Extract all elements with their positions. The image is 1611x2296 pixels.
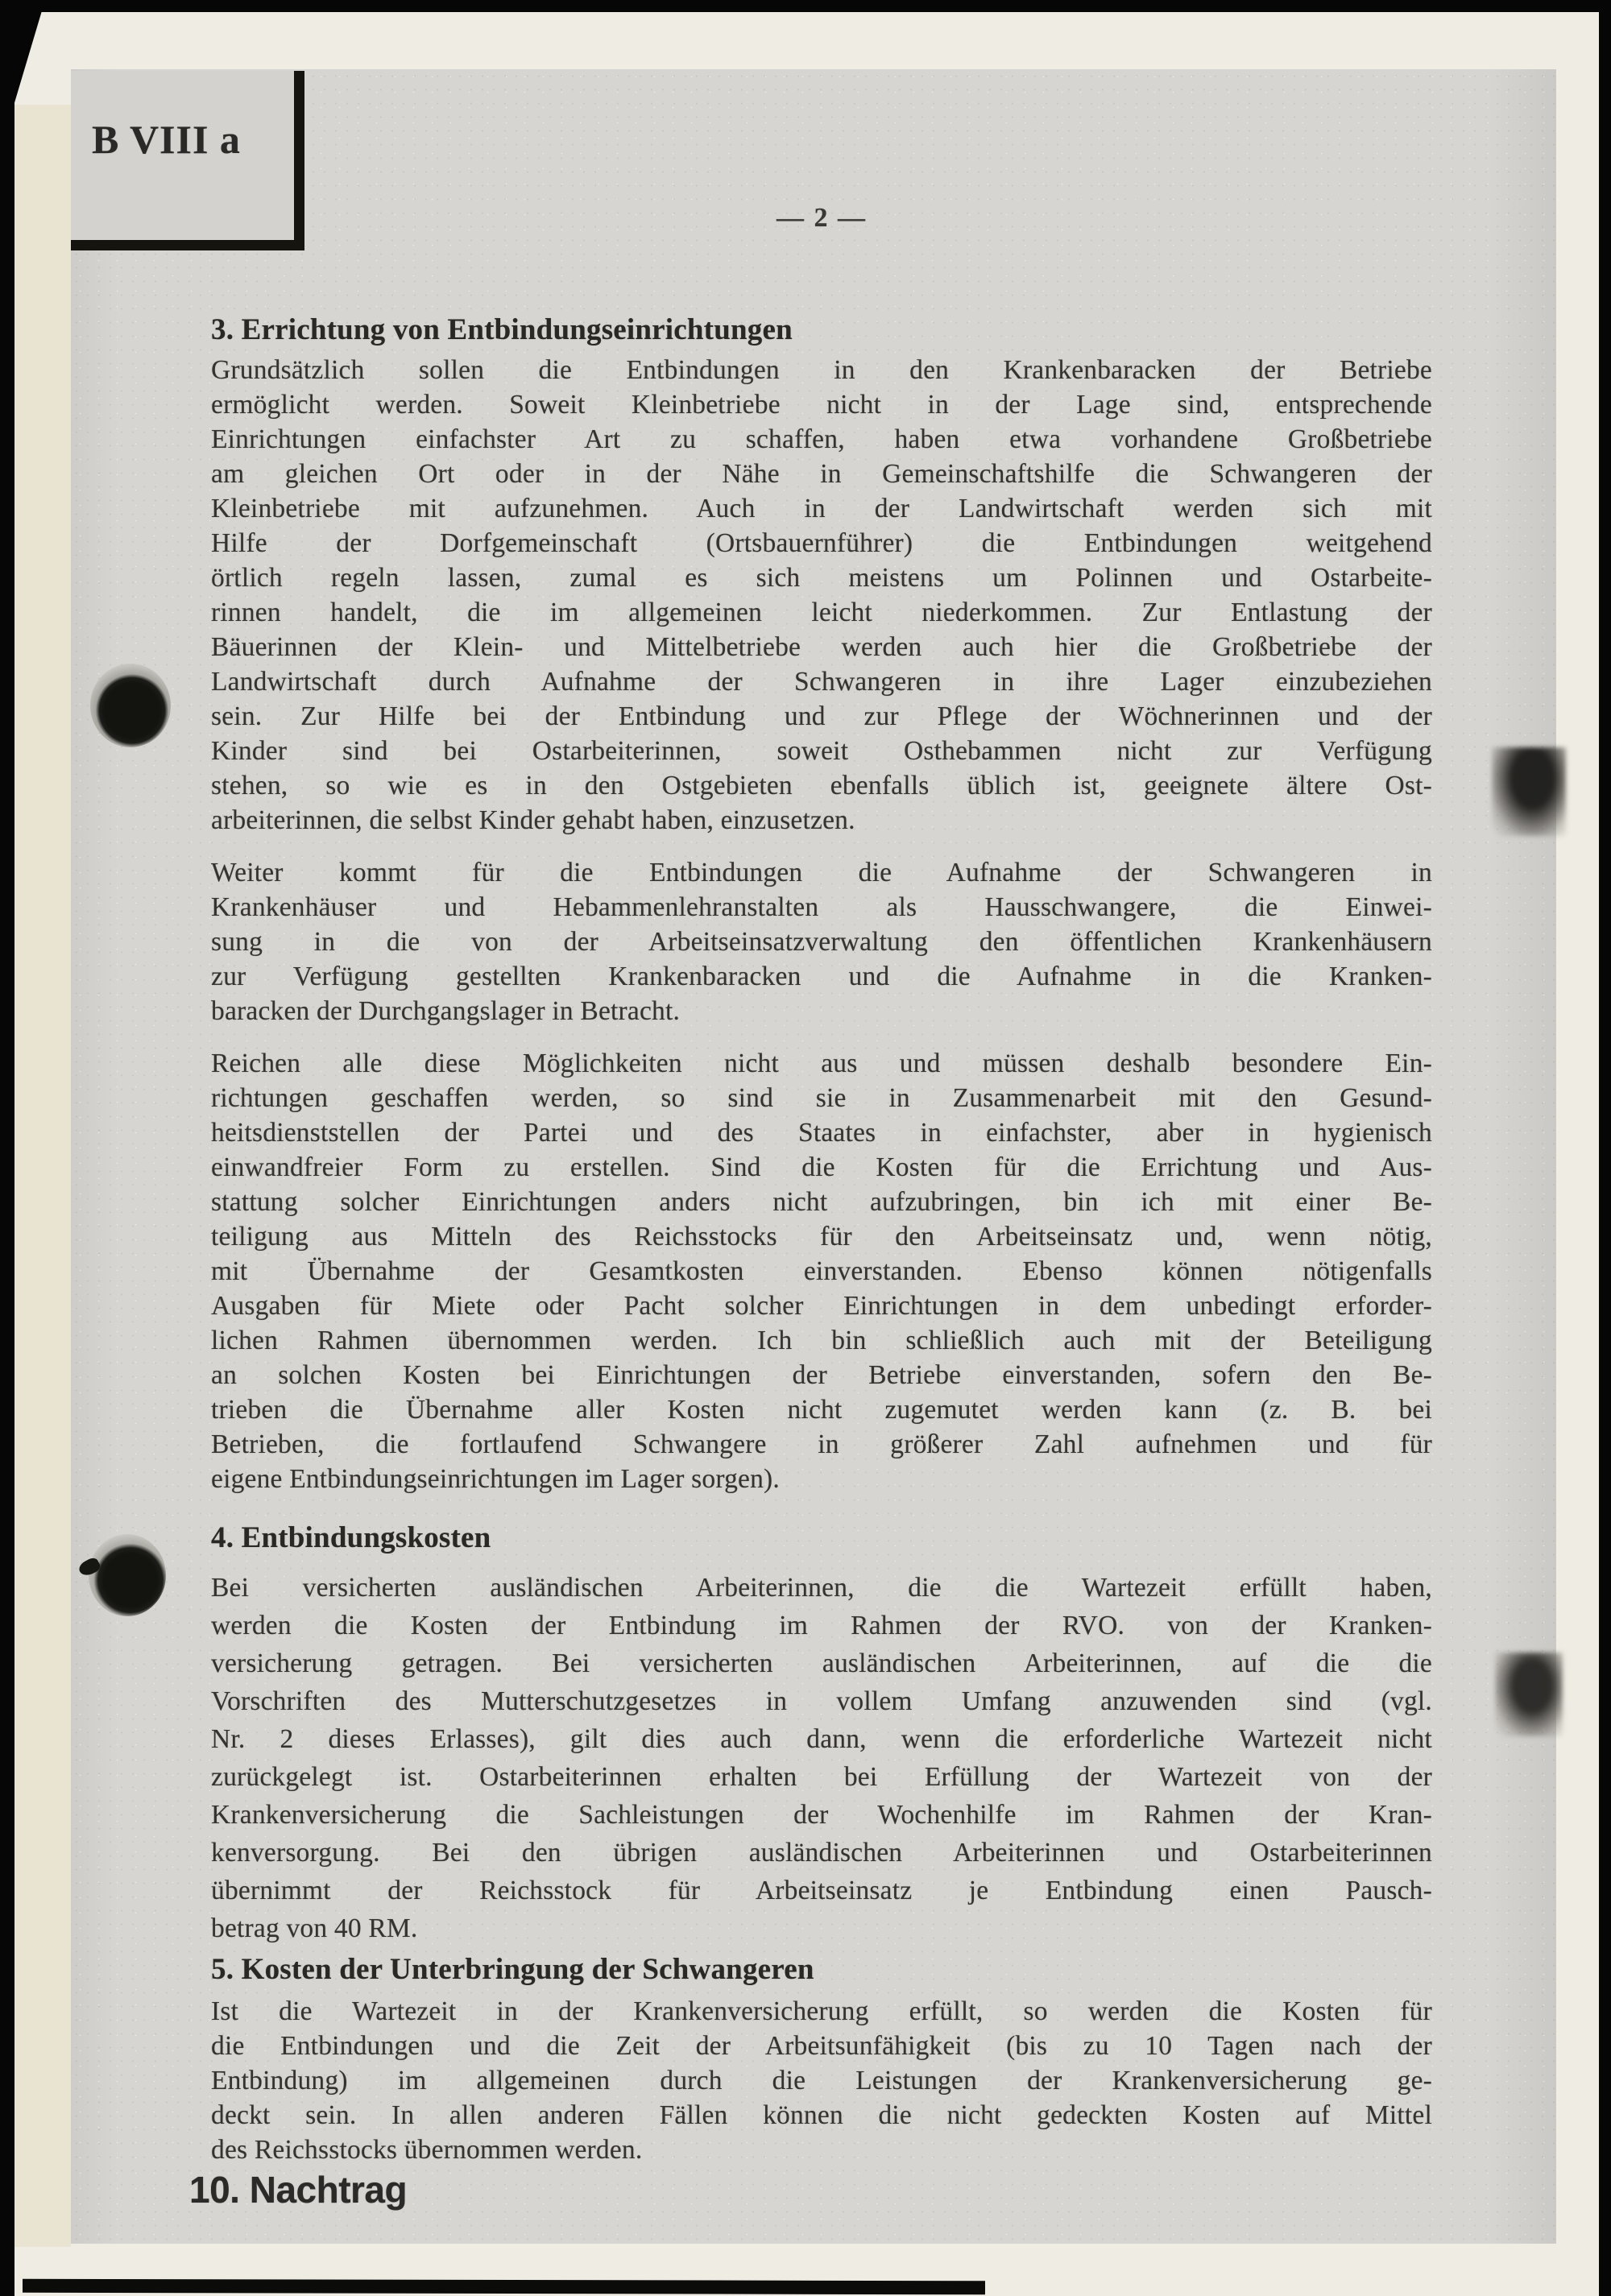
text-line: die Entbindungen und die Zeit der Arbeitsunfähigkeit (bis zu 10 Tagen nach der (211, 2031, 1432, 2061)
text-line: ermöglicht werden. Soweit Kleinbetriebe nicht in der Lage sind, entsprechende (211, 390, 1432, 420)
section-heading: 5. Kosten der Unterbringung der Schwangeren (211, 1953, 814, 1986)
ink-smudge-lower-right (1495, 1653, 1563, 1736)
text-line: örtlich regeln lassen, zumal es sich meistens um Polinnen und Ostarbeite- (211, 563, 1432, 593)
paragraph (211, 1569, 1432, 1947)
text-line: rinnen handelt, die im allgemeinen leicht niederkommen. Zur Entlastung der (211, 598, 1432, 627)
text-line: des Reichsstocks übernommen werden. (211, 2135, 643, 2165)
text-line: trieben die Übernahme aller Kosten nicht zugemutet werden kann (z. B. bei (211, 1395, 1432, 1425)
text-line: sein. Zur Hilfe bei der Entbindung und zur Pflege der Wöchnerinnen und der (211, 701, 1432, 731)
text-line: sung in die von der Arbeitseinsatzverwaltung den öffentlichen Krankenhäusern (211, 927, 1432, 957)
text-line: am gleichen Ort oder in der Nähe in Gemeinschaftshilfe die Schwangeren der (211, 459, 1432, 489)
text-line: arbeiterinnen, die selbst Kinder gehabt haben, einzusetzen. (211, 805, 855, 835)
text-line: Bäuerinnen der Klein- und Mittelbetriebe werden auch hier die Großbetriebe der (211, 632, 1432, 662)
text-line: Krankenversicherung die Sachleistungen der Wochenhilfe im Rahmen der Kran- (211, 1800, 1432, 1830)
text-line: Landwirtschaft durch Aufnahme der Schwangeren in ihre Lager einzubeziehen (211, 667, 1432, 697)
text-line: Weiter kommt für die Entbindungen die Aufnahme der Schwangeren in (211, 858, 1432, 887)
section-heading: 4. Entbindungskosten (211, 1521, 491, 1554)
hole-punch-lower (89, 1534, 166, 1616)
text-line: zurückgelegt ist. Ostarbeiterinnen erhalten bei Erfüllung der Wartezeit von der (211, 1762, 1432, 1792)
text-line: lichen Rahmen übernommen werden. Ich bin schließlich auch mit der Beteiligung (211, 1326, 1432, 1355)
text-line: Bei versicherten ausländischen Arbeiterinnen, die die Wartezeit erfüllt haben, (211, 1573, 1432, 1603)
text-line: zur Verfügung gestellten Krankenbaracken und die Aufnahme in die Kranken- (211, 962, 1432, 991)
nachtrag-heading: 10. Nachtrag (189, 2169, 408, 2211)
ink-smudge-upper-right (1492, 747, 1566, 836)
paragraph (211, 1994, 1432, 2167)
page-left-edge (14, 105, 71, 2247)
document-section (211, 1520, 1432, 1947)
text-line: Vorschriften des Mutterschutzgesetzes in vollem Umfang anzuwenden sind (vgl. (211, 1686, 1432, 1716)
text-line: Krankenhäuser und Hebammenlehranstalten als Hausschwangere, die Einwei- (211, 892, 1432, 922)
text-line: eigene Entbindungseinrichtungen im Lager sorgen). (211, 1464, 780, 1494)
text-line: Grundsätzlich sollen die Entbindungen in den Krankenbaracken der Betriebe (211, 355, 1432, 385)
text-line: Hilfe der Dorfgemeinschaft (Ortsbauernführer) die Entbindungen weitgehend (211, 528, 1432, 558)
text-line: Ausgaben für Miete oder Pacht solcher Einrichtungen in dem unbedingt erforder- (211, 1291, 1432, 1321)
text-line: stattung solcher Einrichtungen anders nicht aufzubringen, bin ich mit einer Be- (211, 1187, 1432, 1217)
document-text-column (211, 312, 1432, 2167)
text-line: Reichen alle diese Möglichkeiten nicht aus und müssen deshalb besondere Ein- (211, 1049, 1432, 1078)
classification-label: B VIII a (92, 117, 241, 162)
paragraph (211, 855, 1432, 1028)
document-sections (211, 312, 1432, 2167)
text-line: übernimmt der Reichsstock für Arbeitseinsatz je Entbindung einen Pausch- (211, 1876, 1432, 1905)
document-section (211, 1952, 1432, 2167)
hole-punch-upper (90, 664, 171, 747)
text-line: teiligung aus Mitteln des Reichsstocks für den Arbeitseinsatz und, wenn nötig, (211, 1222, 1432, 1251)
paragraph (211, 1046, 1432, 1496)
text-line: kenversorgung. Bei den übrigen ausländischen Arbeiterinnen und Ostarbeiterinnen (211, 1838, 1432, 1868)
text-line: Betrieben, die fortlaufend Schwangere in größerer Zahl aufnehmen und für (211, 1429, 1432, 1459)
text-line: mit Übernahme der Gesamtkosten einverstanden. Ebenso können nötigenfalls (211, 1256, 1432, 1286)
text-line: einwandfreier Form zu erstellen. Sind die Kosten für die Errichtung und Aus- (211, 1152, 1432, 1182)
paragraph (211, 353, 1432, 838)
text-line: Kinder sind bei Ostarbeiterinnen, soweit Osthebammen nicht zur Verfügung (211, 736, 1432, 766)
document-section (211, 312, 1432, 1496)
text-line: Entbindung) im allgemeinen durch die Leistungen der Krankenversicherung ge- (211, 2066, 1432, 2095)
page-number: — 2 — (777, 203, 867, 233)
text-line: versicherung getragen. Bei versicherten ausländischen Arbeiterinnen, auf die die (211, 1649, 1432, 1678)
text-line: heitsdienststellen der Partei und des Staates in einfachster, aber in hygienisch (211, 1118, 1432, 1148)
text-line: Ist die Wartezeit in der Krankenversicherung erfüllt, so werden die Kosten für (211, 1996, 1432, 2026)
text-line: Kleinbetriebe mit aufzunehmen. Auch in der Landwirtschaft werden sich mit (211, 494, 1432, 523)
section-heading: 3. Errichtung von Entbindungseinrichtungen (211, 313, 793, 346)
text-line: betrag von 40 RM. (211, 1913, 418, 1943)
text-line: an solchen Kosten bei Einrichtungen der Betriebe einverstanden, sofern den Be- (211, 1360, 1432, 1390)
text-line: richtungen geschaffen werden, so sind sie in Zusammenarbeit mit den Gesund- (211, 1083, 1432, 1113)
text-line: werden die Kosten der Entbindung im Rahmen der RVO. von der Kranken- (211, 1611, 1432, 1640)
text-line: Einrichtungen einfachster Art zu schaffen, haben etwa vorhandene Großbetriebe (211, 424, 1432, 454)
text-line: Nr. 2 dieses Erlasses), gilt dies auch dann, wenn die erforderliche Wartezeit nicht (211, 1724, 1432, 1754)
text-line: baracken der Durchgangslager in Betracht. (211, 996, 681, 1026)
text-line: deckt sein. In allen anderen Fällen können die nicht gedeckten Kosten auf Mittel (211, 2100, 1432, 2130)
text-line: stehen, so wie es in den Ostgebieten ebenfalls üblich ist, geeignete ältere Ost- (211, 771, 1432, 800)
scan-shadow-bottom (23, 2279, 985, 2295)
